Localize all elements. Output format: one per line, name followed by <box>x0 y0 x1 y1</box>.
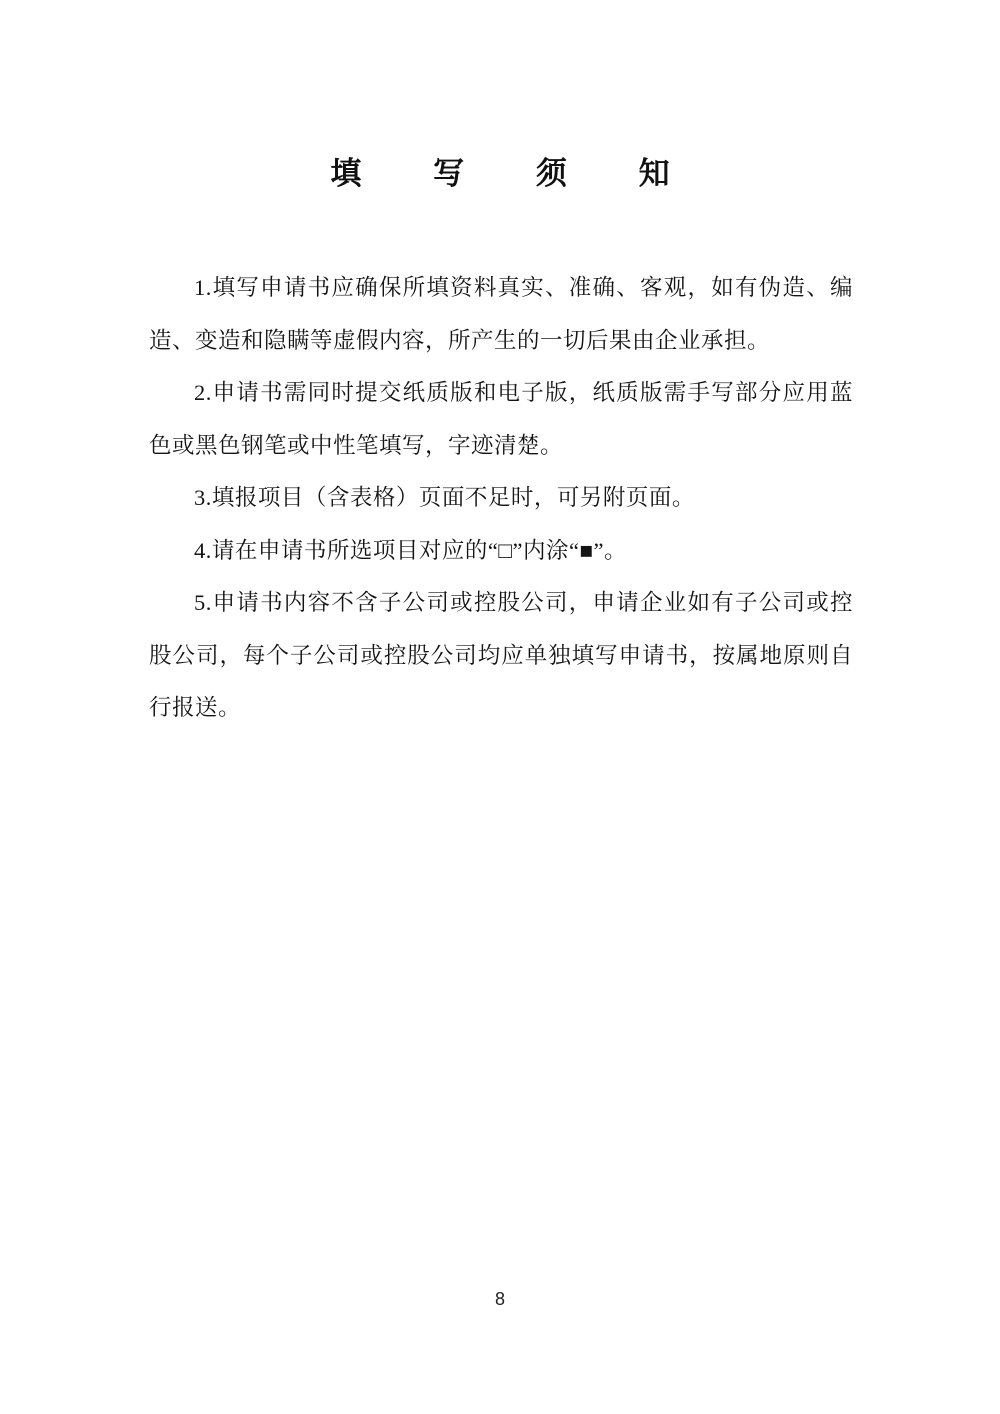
page-number: 8 <box>494 1289 505 1309</box>
instruction-item-3: 3.填报项目（含表格）页面不足时，可另附页面。 <box>194 485 695 510</box>
instruction-item-5: 5.申请书内容不含子公司或控股公司，申请企业如有子公司或控股公司，每个子公司或控股公司均应单独填写申请书，按属地原则自行报送。 <box>149 590 853 720</box>
instruction-item-1: 1.填写申请书应确保所填资料真实、准确、客观，如有伪造、编造、变造和隐瞒等虚假内容，所产生的一切后果由企业承担。 <box>149 275 853 353</box>
page-title: 填 写 须 知 <box>330 156 702 191</box>
instructions-list <box>149 262 853 735</box>
instruction-item-4: 4.请在申请书所选项目对应的“□”内涂“■”。 <box>194 537 628 563</box>
instruction-item-2: 2.申请书需同时提交纸质版和电子版，纸质版需手写部分应用蓝色或黑色钢笔或中性笔填写，字迹清楚。 <box>149 380 853 458</box>
